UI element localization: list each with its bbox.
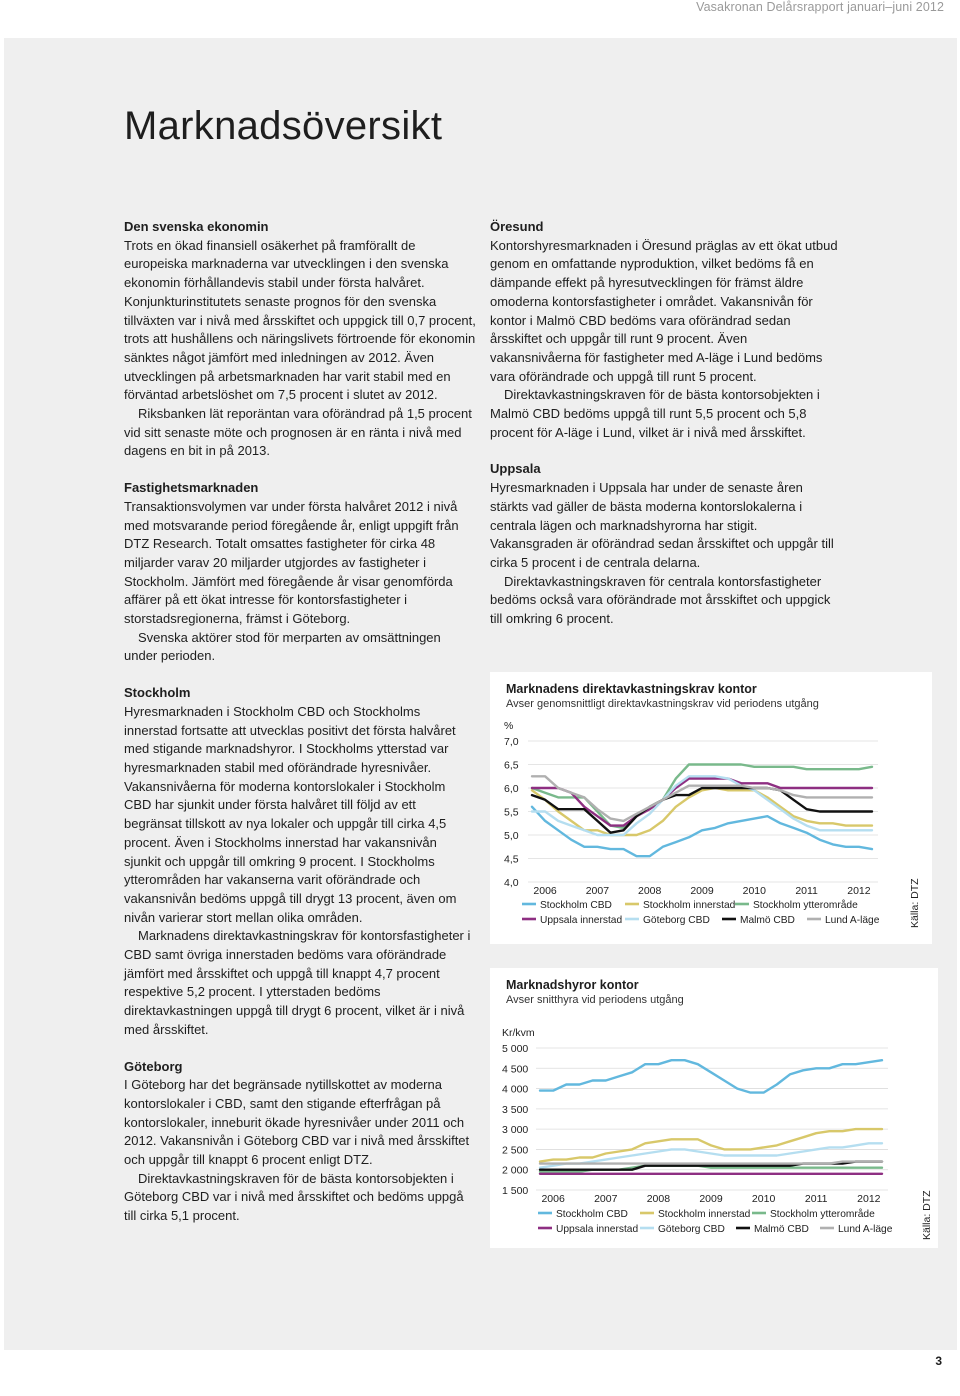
y-tick-label: 4 500 (502, 1063, 529, 1076)
x-tick-label: 2010 (751, 1193, 776, 1205)
section-heading: Öresund (490, 219, 544, 234)
legend-label: Malmö CBD (754, 1224, 809, 1235)
right-column (490, 218, 840, 647)
legend-label: Stockholm CBD (556, 1209, 628, 1220)
legend-label: Göteborg CBD (658, 1224, 725, 1235)
x-tick-label: 2007 (594, 1193, 618, 1205)
paragraph: Direktavkastningskraven för de bästa kontorsobjekten i Malmö CBD bedöms uppgå till runt 5,5 procent och 5,8 procent för A-läge i Lund, vilket är i nivå med årsskiftet. (490, 387, 820, 440)
y-tick-label: 4 000 (502, 1083, 529, 1096)
series-line-stockholm-innerstad (540, 1129, 882, 1162)
x-tick-label: 2012 (847, 885, 871, 897)
legend-label: Lund A-läge (838, 1224, 893, 1235)
chart-marknadshyror (490, 968, 938, 1248)
x-tick-label: 2009 (699, 1193, 723, 1205)
x-tick-label: 2007 (585, 885, 610, 897)
legend-label: Uppsala innerstad (540, 915, 623, 926)
y-tick-label: 1 500 (502, 1185, 529, 1197)
y-tick-label: 4,5 (504, 853, 519, 866)
y-tick-label: 3 000 (502, 1124, 529, 1137)
x-tick-label: 2009 (690, 885, 714, 897)
legend-label: Lund A-läge (825, 915, 880, 926)
x-tick-label: 2008 (638, 885, 662, 897)
series-line-malmo-cbd (532, 788, 872, 833)
section-oresund (490, 218, 840, 442)
y-tick-label: 5,5 (504, 806, 519, 819)
section-heading: Stockholm (124, 685, 191, 701)
y-unit-label: Kr/kvm (502, 1027, 535, 1039)
paragraph: Hyresmarknaden i Uppsala har under de senaste åren stärkts vad gäller de bästa moderna kontorslokalerna i centrala lägen och marknadshyrorna har stigit. Vakansgraden är oförändrad sedan årsskiftet och uppgår till cirka 5 procent i de centrala delarna. (490, 480, 834, 570)
x-tick-label: 2012 (857, 1193, 881, 1205)
page-title: Marknadsöversikt (124, 104, 443, 148)
paragraph: Svenska aktörer stod för merparten av omsättningen under perioden. (124, 629, 441, 664)
x-tick-label: 2008 (646, 1193, 671, 1205)
section-heading: Göteborg (124, 1058, 183, 1074)
chart-svg (490, 672, 932, 944)
legend-label: Stockholm ytterområde (753, 900, 858, 911)
paragraph: Trots en ökad finansiell osäkerhet på framförallt de europeiska marknaderna var utvecklingen i den svenska ekonomin förhållandevis stabil under första halvåret. Konjunkturinstitutets senaste prognos för den svenska tillväxten var i nivå med årsskiftet och uppgick till 0,7 procent, trots att hushållens och näringslivets förtroende för ekonomin sänktes något jämfört med inledningen av 2012. Även utvecklingen på arbetsmarknaden har varit stabil med en förväntad arbetslöshet om 7,5 procent i slutet av 2012. (124, 237, 476, 403)
section-heading: Fastighetsmarknaden (124, 480, 259, 496)
page-number: 3 (935, 1354, 942, 1368)
x-tick-label: 2011 (804, 1193, 828, 1205)
source-label: Källa: DTZ (921, 1190, 933, 1240)
y-tick-label: 5,0 (504, 830, 519, 842)
legend-label: Stockholm ytterområde (770, 1209, 875, 1220)
legend-label: Stockholm CBD (540, 900, 612, 911)
y-tick-label: 6,5 (504, 759, 519, 772)
paragraph: Kontorshyresmarknaden i Öresund präglas av ett ökat utbud genom en omfattande nyproduktion, vilket bedöms få en dämpande effekt på hyresutvecklingen för främst äldre omoderna kontorsfastigheter i området. Vakansnivån för kontor i Malmö CBD bedöms vara oförändrad sedan årsskiftet och uppgår till runt 9 procent. Även vakansnivåerna för fastigheter med A-läge i Lund bedöms vara oförändrade och uppgå till runt 5 procent. (490, 237, 838, 384)
chart-title: Marknadshyror kontor (506, 978, 639, 992)
section-goteborg (124, 1058, 476, 1226)
legend-label: Malmö CBD (740, 915, 795, 926)
y-tick-label: 6,0 (504, 783, 519, 795)
section-stockholm (124, 684, 476, 1039)
source-label: Källa: DTZ (909, 878, 921, 928)
paragraph: Riksbanken lät reporäntan vara oförändrad på 1,5 procent vid sitt senaste möte och prognosen är en ränta i nivå med dagens en bit in på 2013. (124, 406, 472, 459)
legend-label: Uppsala innerstad (556, 1224, 639, 1235)
section-heading: Den svenska ekonomin (124, 219, 269, 234)
paragraph: Direktavkastningskraven för de bästa kontorsobjekten i Göteborg CBD var i nivå med årsskiftet och bedöms uppgå till cirka 5,1 procent. (124, 1170, 464, 1224)
chart-svg (490, 968, 938, 1248)
chart-title: Marknadens direktavkastningskrav kontor (506, 682, 757, 696)
x-tick-label: 2006 (533, 885, 557, 897)
paragraph: Direktavkastningskraven för centrala kontorsfastigheter bedöms också vara oförändrade mot årsskiftet och uppgick till omkring 6 procent. (490, 573, 831, 627)
series-line-stockholm-cbd (540, 1060, 882, 1092)
y-tick-label: 7,0 (504, 736, 519, 748)
legend-label: Stockholm innerstad (658, 1209, 751, 1220)
section-svenska-ekonomin (124, 218, 476, 461)
y-tick-label: 5 000 (502, 1043, 529, 1055)
y-tick-label: 2 000 (502, 1164, 529, 1177)
section-uppsala (490, 460, 840, 628)
legend-label: Göteborg CBD (643, 915, 710, 926)
chart-direktavkastningskrav (490, 672, 932, 944)
y-tick-label: 2 500 (502, 1144, 529, 1157)
running-header: Vasakronan Delårsrapport januari–juni 2012 (696, 0, 944, 14)
paragraph: Marknadens direktavkastningskrav för kontorsfastigheter i CBD samt övriga innerstaden bedöms vara oförändrade jämfört med årsskiftet och uppgå till knappt 4,7 procent respektive 5,2 procent. I ytterstaden bedöms direktavkastningen uppgå till drygt 6 procent, vilket är i nivå med årsskiftet. (124, 928, 471, 1037)
chart-subtitle: Avser snitthyra vid periodens utgång (506, 994, 684, 1006)
legend-label: Stockholm innerstad (643, 900, 736, 911)
paragraph: I Göteborg har det begränsade nytillskottet av moderna kontorslokaler i CBD, samt den stigande efterfrågan på kontorslokaler, inneburit ökade hyresnivåer under 2011 och 2012. Vakansnivån i Göteborg CBD var i nivå med årsskiftet och uppgår till knappt 6 procent enligt DTZ. (124, 1077, 470, 1168)
paragraph: Transaktionsvolymen var under första halvåret 2012 i nivå med motsvarande period föregående år, enligt uppgift från DTZ Research. Totalt omsattes fastigheter för cirka 48 miljarder varav 20 miljarder utgjordes av fastigheter i Stockholm. Jämfört med föregående år visar genomförda affärer på ett ökat intresse för kontorsfastigheter i storstadsregionerna, främst i Göteborg. (124, 498, 459, 627)
x-tick-label: 2010 (742, 885, 766, 897)
chart-subtitle: Avser genomsnittligt direktavkastningskrav vid periodens utgång (506, 698, 819, 710)
section-fastighetsmarknaden (124, 479, 476, 666)
paragraph: Hyresmarknaden i Stockholm CBD och Stockholms innerstad fortsatte att utvecklas positivt det första halvåret med stigande marknadshyror. I Stockholms ytterstad var hyresmarknaden stabil med oförändrade hyresnivåer. Vakansnivåerna för moderna kontorslokaler i Stockholm CBD har sjunkit under första halvåret till följd av ett begränsat tillskott av nya lokaler och uppgår till cirka 4,5 procent. Även i Stockholms innerstad har vakansnivån sjunkit och uppgår till omkring 9 procent. I Stockholms ytterområden har vakanserna varit oförändrade och vakansnivån bedöms uppgå till drygt 13 procent, även om nivån varierar stort mellan olika områden. (124, 703, 457, 925)
y-tick-label: 3 500 (502, 1103, 529, 1116)
y-unit-label: % (504, 720, 514, 732)
left-column (124, 218, 476, 1244)
x-tick-label: 2011 (795, 885, 818, 897)
section-heading: Uppsala (490, 461, 541, 477)
y-tick-label: 4,0 (504, 877, 519, 889)
x-tick-label: 2006 (541, 1193, 565, 1205)
